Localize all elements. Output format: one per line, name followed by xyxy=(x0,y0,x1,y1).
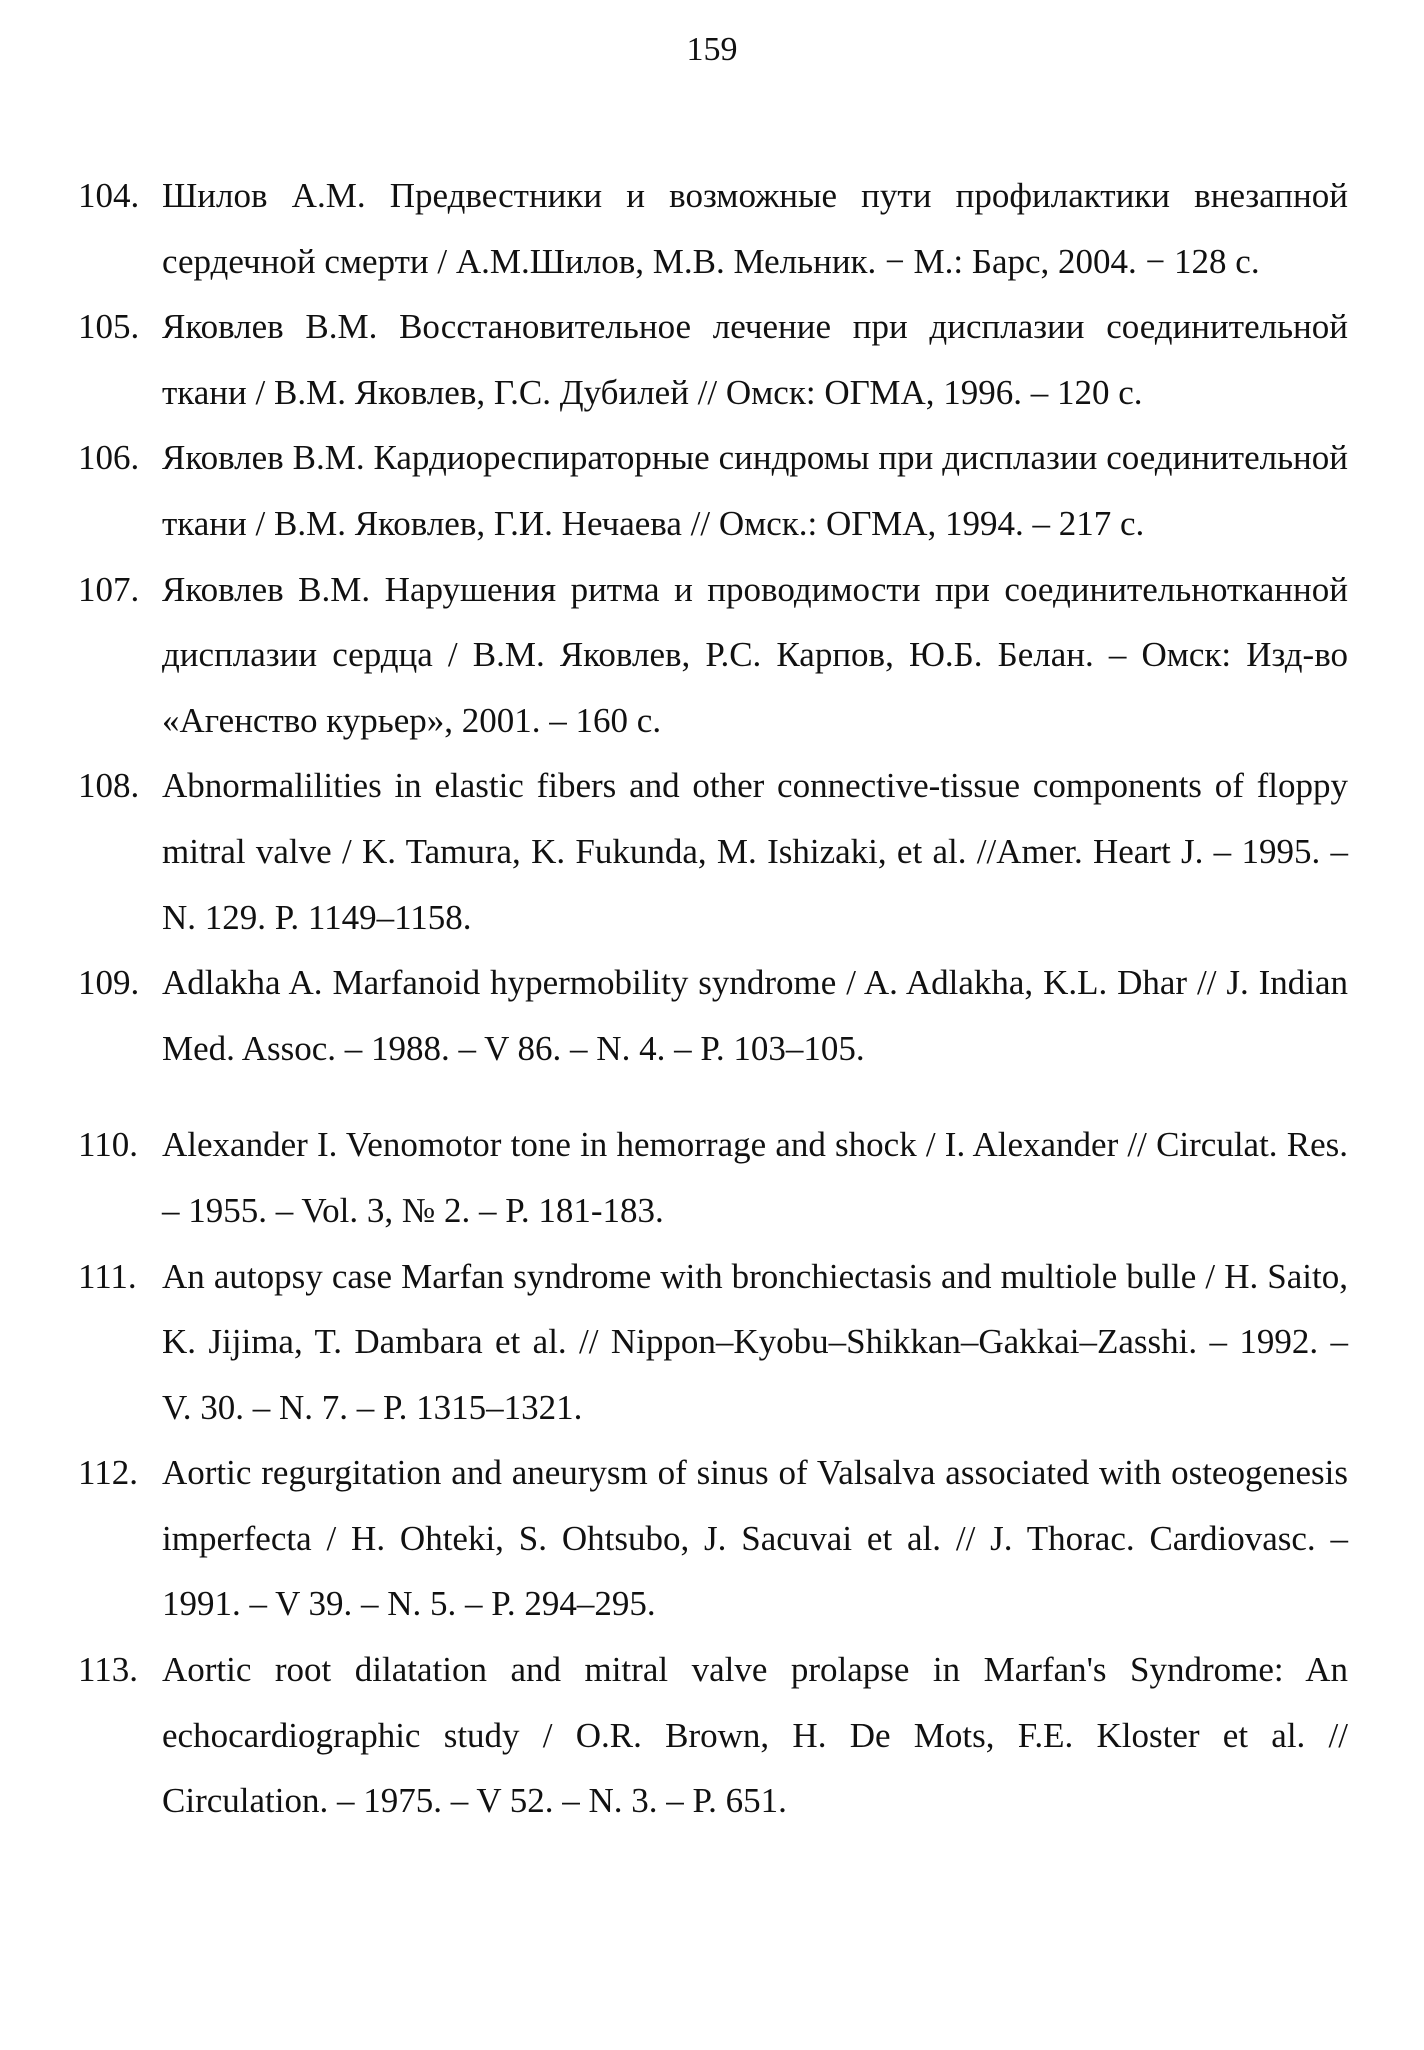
reference-item-112 xyxy=(78,1440,1348,1637)
reference-number: 111. xyxy=(78,1256,137,1296)
reference-text: Шилов А.М. Предвестники и возможные пути профилактики внезапной сердечной смерти / А.М.Шилов, М.В. Мельник. − М.: Барс, 2004. − 128 с. xyxy=(162,176,1348,281)
reference-item-106 xyxy=(78,425,1348,556)
reference-item-107 xyxy=(78,557,1348,754)
reference-number: 110. xyxy=(78,1125,138,1165)
reference-text: Aortic root dilatation and mitral valve prolapse in Marfan's Syndrome: An echocardiographic study / O.R. Brown, H. De Mots, F.E. Kloster et al. // Circulation. – 1975. – V 52. – N. 3. – P. 651. xyxy=(162,1650,1348,1821)
reference-number: 105. xyxy=(78,307,140,347)
reference-number: 106. xyxy=(78,438,140,478)
reference-text: Adlakha A. Marfanoid hypermobility syndrome / A. Adlakha, K.L. Dhar // J. Indian Med. Assoc. – 1988. – V 86. – N. 4. – P. 103–105. xyxy=(162,963,1348,1068)
reference-text: Яковлев В.М. Восстановительное лечение при дисплазии соединительной ткани / В.М. Яковлев, Г.С. Дубилей // Омск: ОГМА, 1996. – 120 с. xyxy=(162,307,1348,412)
reference-number: 107. xyxy=(78,569,140,609)
reference-number: 112. xyxy=(78,1453,138,1493)
reference-item-111 xyxy=(78,1244,1348,1441)
reference-item-104 xyxy=(78,163,1348,294)
reference-number: 108. xyxy=(78,766,140,806)
reference-text: Alexander I. Venomotor tone in hemorrage and shock / I. Alexander // Circulat. Res. – 1955. – Vol. 3, № 2. – P. 181-183. xyxy=(162,1125,1348,1230)
reference-number: 109. xyxy=(78,963,140,1003)
reference-text: Aortic regurgitation and aneurysm of sinus of Valsalva associated with osteogenesis imperfecta / H. Ohteki, S. Ohtsubo, J. Sacuvai et al. // J. Thorac. Cardiovasc. – 1991. – V 39. – N. 5. – P. 294–295. xyxy=(162,1453,1348,1624)
reference-number: 104. xyxy=(78,176,140,215)
reference-number: 113. xyxy=(78,1650,138,1690)
page-number: 159 xyxy=(686,31,738,68)
reference-item-108 xyxy=(78,753,1348,950)
reference-list xyxy=(78,163,1348,1834)
reference-text: An autopsy case Marfan syndrome with bronchiectasis and multiole bulle / H. Saito, K. Jijima, T. Dambara et al. // Nippon–Kyobu–Shikkan–Gakkai–Zasshi. – 1992. – V. 30. – N. 7. – P. 1315–1321. xyxy=(162,1256,1348,1427)
reference-item-110 xyxy=(78,1112,1348,1243)
reference-item-109 xyxy=(78,950,1348,1081)
reference-text: Яковлев В.М. Кардиореспираторные синдромы при дисплазии соединительной ткани / В.М. Яковлев, Г.И. Нечаева // Омск.: ОГМА, 1994. – 217 с. xyxy=(162,438,1348,543)
reference-item-105 xyxy=(78,294,1348,425)
reference-text: Abnormalilities in elastic fibers and other connective-tissue components of floppy mitral valve / K. Tamura, K. Fukunda, M. Ishizaki, et al. //Amer. Heart J. – 1995. – N. 129. P. 1149–1158. xyxy=(162,766,1348,937)
reference-text: Яковлев В.М. Нарушения ритма и проводимости при соединительнотканной дисплазии сердца / В.М. Яковлев, Р.С. Карпов, Ю.Б. Белан. – Омск: Изд-во «Агенство курьер», 2001. – 160 с. xyxy=(162,569,1348,740)
reference-item-113 xyxy=(78,1637,1348,1834)
